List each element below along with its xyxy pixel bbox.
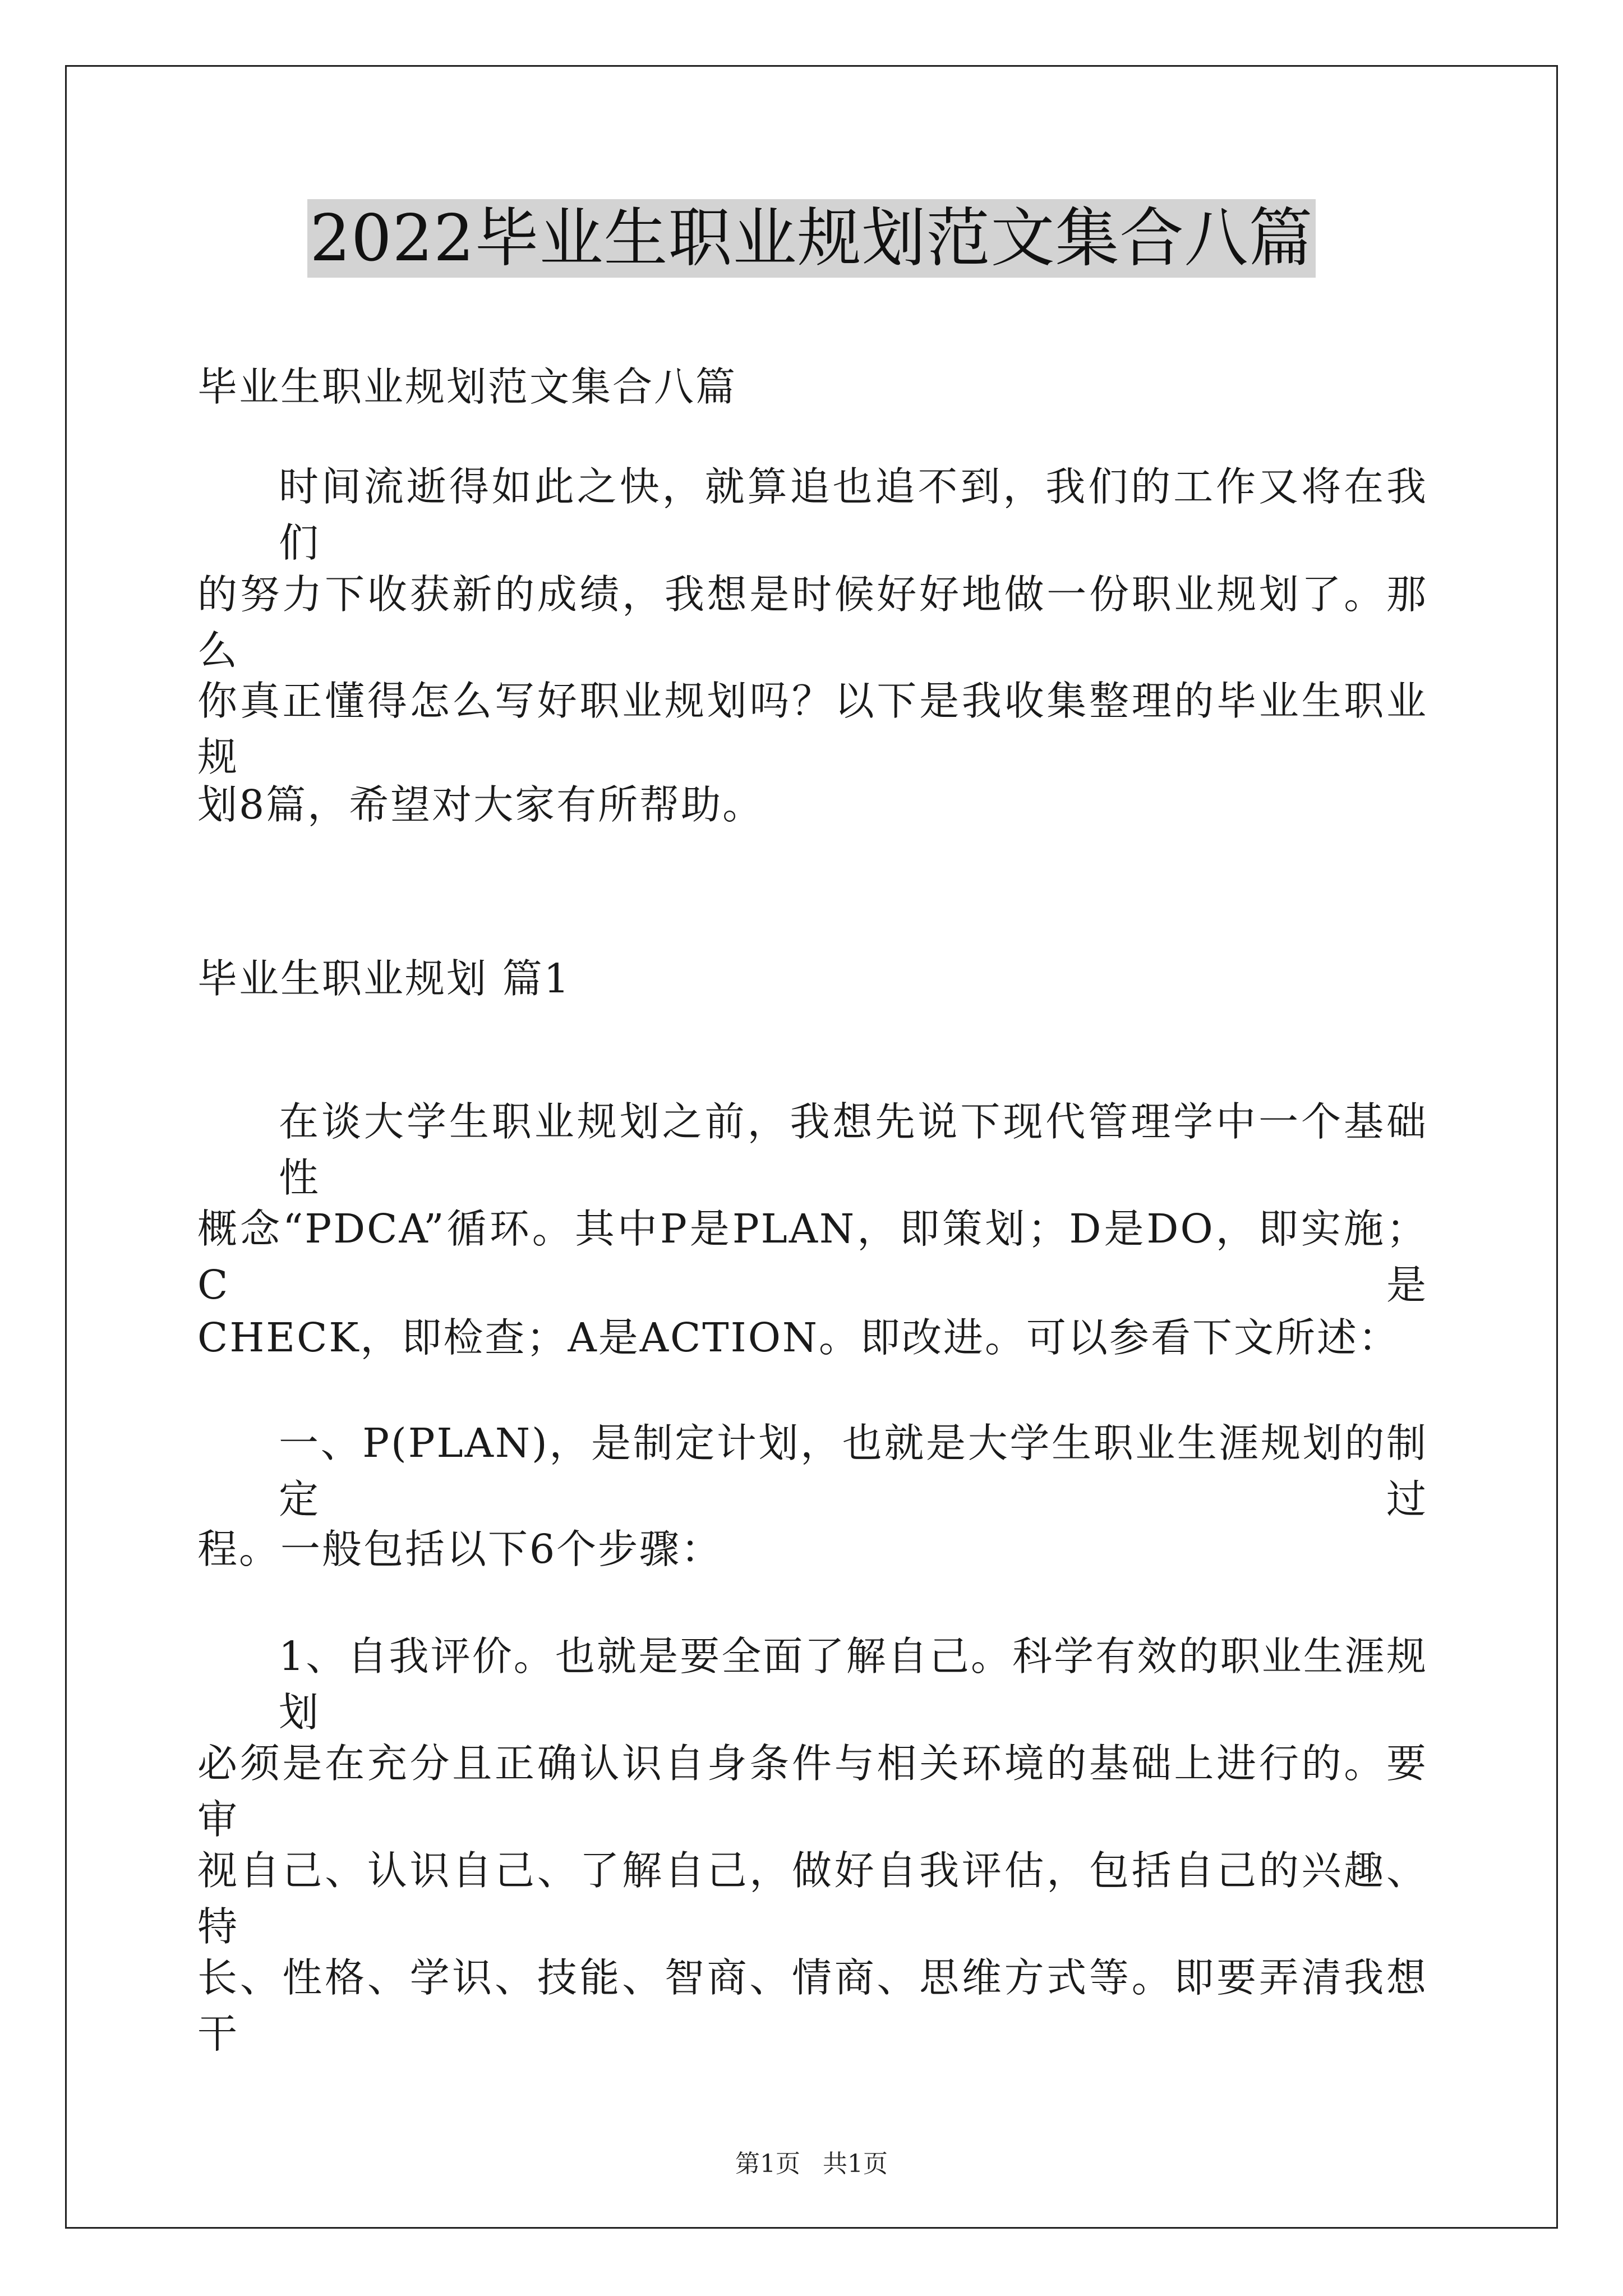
- paragraph-line: 划8篇，希望对大家有所帮助。: [197, 781, 764, 828]
- paragraph-line: 必须是在充分且正确认识自身条件与相关环境的基础上进行的。要审: [197, 1740, 1428, 1843]
- paragraph-line: 的努力下收获新的成绩，我想是时候好好地做一份职业规划了。那么: [197, 571, 1428, 674]
- paragraph-line: 视自己、认识自己、了解自己，做好自我评估，包括自己的兴趣、特: [197, 1847, 1428, 1950]
- title-container: [0, 199, 1623, 278]
- paragraph-line: CHECK，即检查；A是ACTION。即改进。可以参看下文所述：: [197, 1314, 1400, 1361]
- section-heading: 毕业生职业规划 篇1: [197, 955, 571, 1002]
- paragraph-line: 长、性格、学识、技能、智商、情商、思维方式等。即要弄清我想干: [197, 1954, 1428, 2057]
- paragraph-line: 概念“PDCA”循环。其中P是PLAN，即策划；D是DO，即实施；C是: [197, 1205, 1428, 1308]
- paragraph-line: 在谈大学生职业规划之前，我想先说下现代管理学中一个基础性: [279, 1098, 1428, 1201]
- document-title: 2022毕业生职业规划范文集合八篇: [307, 199, 1315, 278]
- page-footer: [0, 2147, 1623, 2181]
- paragraph-line: 1、自我评价。也就是要全面了解自己。科学有效的职业生涯规划: [279, 1633, 1428, 1736]
- paragraph-line: 程。一般包括以下6个步骤：: [197, 1526, 723, 1572]
- paragraph-line: 时间流逝得如此之快，就算追也追不到，我们的工作又将在我们: [279, 463, 1428, 566]
- subtitle-line: 毕业生职业规划范文集合八篇: [197, 364, 737, 410]
- page-number: 第1页: [735, 2150, 800, 2178]
- paragraph-line: 一、P(PLAN)，是制定计划，也就是大学生职业生涯规划的制定过: [279, 1420, 1428, 1522]
- paragraph-line: 你真正懂得怎么写好职业规划吗？以下是我收集整理的毕业生职业规: [197, 678, 1428, 780]
- page-total: 共1页: [823, 2150, 888, 2178]
